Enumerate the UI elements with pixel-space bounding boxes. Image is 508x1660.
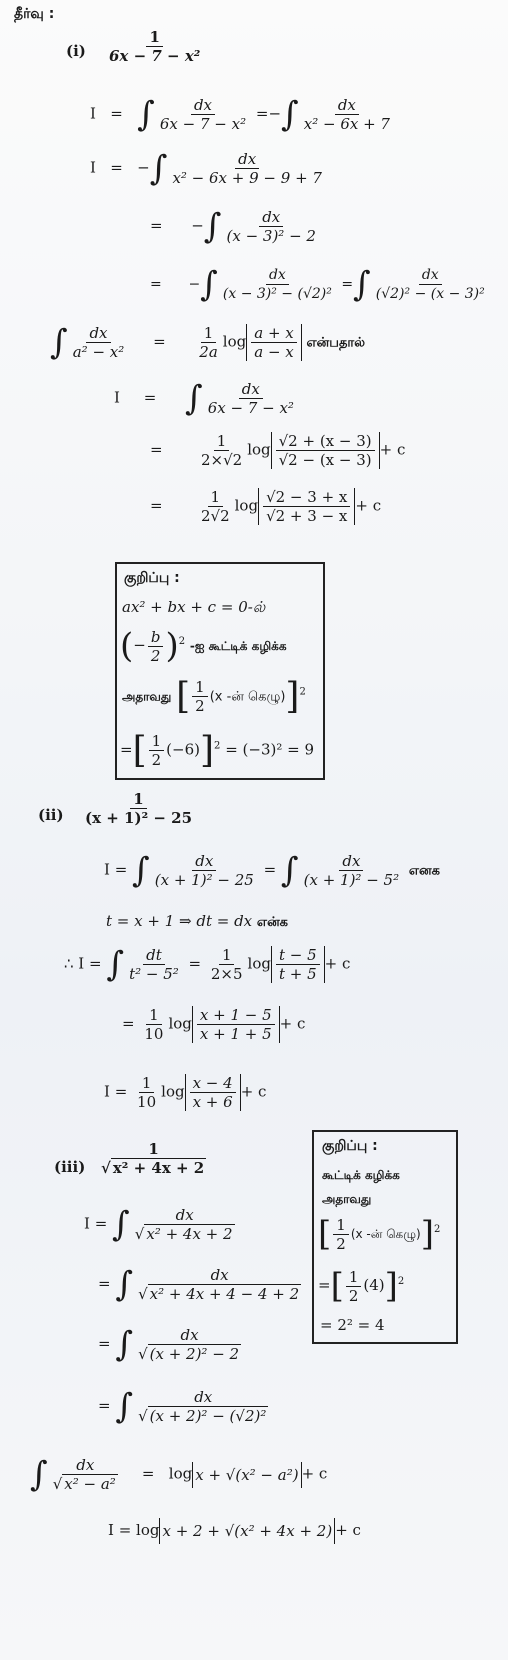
- part-iii-function: $\frac{1}{\text{√ x² + 4x + 2}}$: [101, 1140, 205, 1177]
- part-iii-line-3: = ∫ $\frac{dx}{\text{√ (x + 2)² − 2}}$: [98, 1324, 240, 1365]
- part-i-line-5: I = ∫ $\frac{dx}{\text{6x − 7 − x²}}$: [114, 378, 294, 419]
- note-1-line-4: =[ $\frac{1}{2}$ (−6)]$^2$ = (−3)² = 9: [120, 730, 315, 771]
- part-i-line-3: = −∫ $\frac{dx}{\text{(x − 3)² − 2}}$: [150, 206, 316, 247]
- note-1-title: குறிப்பு :: [124, 570, 180, 586]
- part-i-label: (i): [66, 42, 86, 60]
- part-i-line-6: = $\frac{1}{2\times√2}$ log $\frac{√2 + (x - 3)}{√2 - (x - 3)}$ + c: [150, 432, 406, 469]
- note-2-title: குறிப்பு :: [322, 1138, 378, 1154]
- part-i-line-4: = −∫ $\frac{dx}{\text{(x − 3)² − (√2)²}}$ =∫ $\frac{dx}{\text{(√2)² − (x − 3)²}}$: [150, 264, 485, 305]
- note-2-line-2: அதாவது: [322, 1192, 372, 1206]
- note-2-line-5: = 2² = 4: [320, 1316, 385, 1334]
- part-iii-formula: ∫ $\frac{dx}{\text{√ x² − a²}}$ = log x + √(x² − a²) + c: [30, 1454, 328, 1495]
- part-ii-line-3: = $\frac{1}{10}$ log $\frac{x + 1 - 5}{x + 1 + 5}$ + c: [122, 1006, 306, 1043]
- note-1-line-2: (− $\frac{b}{2}$ )$^2$ -ஐ கூட்டிக் கழிக்க: [120, 626, 287, 666]
- solution-heading: தீர்வு :: [14, 6, 55, 22]
- part-ii-function: $\frac{1}{\text{(x + 1)² − 25}}$: [85, 790, 193, 827]
- part-iii-line-1: I = ∫ $\frac{dx}{\text{√ x² + 4x + 2}}$: [84, 1204, 233, 1245]
- part-ii-line-4: I = $\frac{1}{10}$ log $\frac{x - 4}{x + 6}$ + c: [104, 1074, 267, 1111]
- part-i-line-2: I = −∫ $\frac{dx}{\text{x² − 6x + 9 − 9 + 7}}$: [90, 148, 322, 189]
- part-i-line-1: I = ∫ $\frac{dx}{\text{6x − 7 − x²}}$ =−∫ $\frac{dx}{\text{x² − 6x + 7}}$: [90, 94, 390, 135]
- part-ii-substitution: t = x + 1 ⇒ dt = dx என்க: [106, 912, 288, 930]
- part-i-line-7: = $\frac{1}{2√2}$ log $\frac{√2 - 3 + x}{√2 + 3 - x}$ + c: [150, 488, 382, 525]
- part-ii-line-2: ∴ I = ∫ $\frac{dt}{\text{t² − 5²}}$ = $\frac{1}{2\times 5}$ log $\frac{t - 5}{t + 5}$ + c: [64, 944, 351, 985]
- part-iii-label: (iii): [54, 1158, 86, 1176]
- part-ii-line-1: I = ∫ $\frac{dx}{\text{(x + 1)² − 25}}$ = ∫ $\frac{dx}{\text{(x + 1)² − 5²}}$ எனக: [104, 850, 440, 891]
- note-1-line-1: ax² + bx + c = 0-ல்: [122, 598, 266, 616]
- part-i-function: $\frac{1}{\text{6x − 7 − x²}}$: [109, 28, 201, 65]
- part-ii-label: (ii): [38, 806, 64, 824]
- part-iii-line-2: = ∫ $\frac{dx}{\text{√ x² + 4x + 4 − 4 + 2}}$: [98, 1264, 300, 1305]
- note-1-line-3: அதாவது [ $\frac{1}{2}$ (x -ன் கெழு)]$^2$: [122, 676, 306, 717]
- note-2-line-4: =[ $\frac{1}{2}$ (4)]$^2$: [318, 1266, 405, 1306]
- note-2-line-3: [ $\frac{1}{2}$ (x -ன் கெழு)]$^2$: [318, 1214, 441, 1254]
- part-i-formula: ∫ $\frac{dx}{\text{a² − x²}}$ = $\frac{1}{2a}$ log $\frac{a + x}{a - x}$ என்பதால்: [50, 322, 366, 363]
- part-iii-line-4: = ∫ $\frac{dx}{\text{√ (x + 2)² − (√2)²}}$: [98, 1386, 267, 1427]
- part-iii-final: I = log x + 2 + √(x² + 4x + 2) + c: [108, 1518, 361, 1544]
- note-2-line-1: கூட்டிக் கழிக்க: [322, 1168, 400, 1182]
